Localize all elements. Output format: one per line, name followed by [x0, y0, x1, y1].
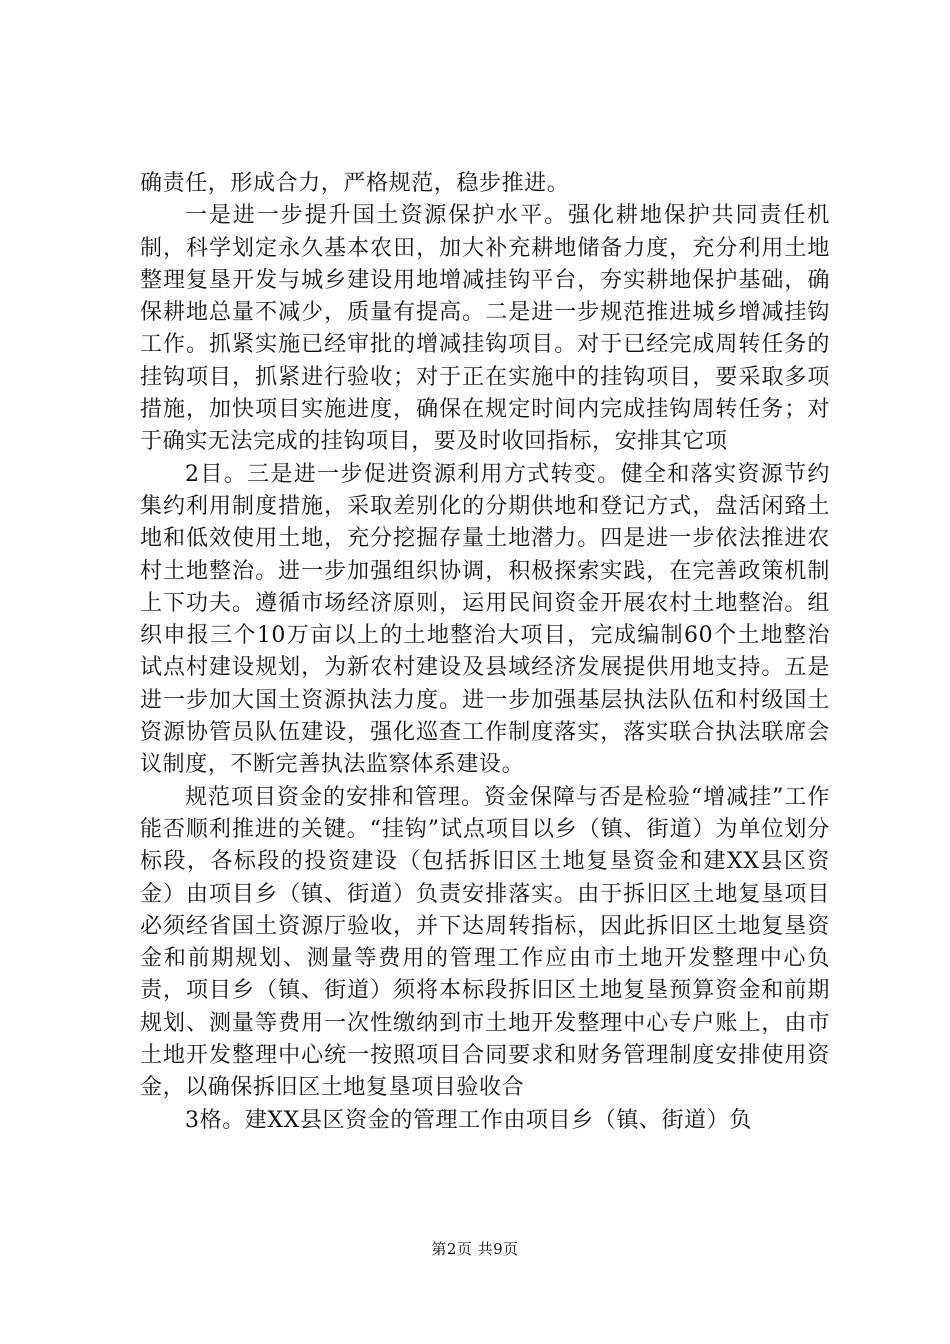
paragraph-land-protection: 一是进一步提升国土资源保护水平。强化耕地保护共同责任机制，科学划定永久基本农田，加大补充耕地储备力度，充分利用土地整理复垦开发与城乡建设用地增减挂钩平台，夯实耕地保护基础，确保耕地总量不减少，质量有提高。二是进一步规范推进城乡增减挂钩工作。抓紧实施已经审批的增减挂钩项目。对于已经完成周转任务的挂钩项目，抓紧进行验收；对于正在实施中的挂钩项目，要采取多项措施，加快项目实施进度，确保在规定时间内完成挂钩周转任务；对于确实无法完成的挂钩项目，要及时收回指标，安排其它项	[140, 203, 830, 455]
paragraph-construction-funds: 3格。建XX县区资金的管理工作由项目乡（镇、街道）负	[185, 1107, 752, 1133]
paragraph-continuation: 确责任，形成合力，严格规范，稳步推进。	[140, 171, 570, 196]
paragraph-resource-use: 2目。三是进一步促进资源利用方式转变。健全和落实资源节约集约利用制度措施，采取差别化的分期供地和登记方式，盘活闲臵土地和低效使用土地，充分挖掘存量土地潜力。四是进一步依法推进农村土地整治。进一步加强组织协调，积极探索实践，在完善政策机制上下功夫。遵循市场经济原则，运用民间资金开展农村土地整治。组织申报三个10万亩以上的土地整治大项目，完成编制60个土地整治试点村建设规划，为新农村建设及县域经济发展提供用地支持。五是进一步加大国土资源执法力度。进一步加强基层执法队伍和村级国土资源协管员队伍建设，强化巡查工作制度落实，落实联合执法联席会议制度，不断完善执法监察体系建设。	[140, 461, 830, 778]
paragraph-fund-management: 规范项目资金的安排和管理。资金保障与否是检验“增减挂”工作能否顺利推进的关键。“挂钩”试点项目以乡（镇、街道）为单位划分标段，各标段的投资建设（包括拆旧区土地复垦资金和建XX县区资金）由项目乡（镇、街道）负责安排落实。由于拆旧区土地复垦项目必须经省国土资源厅验收，并下达周转指标，因此拆旧区土地复垦资金和前期规划、测量等费用的管理工作应由市土地开发整理中心负责，项目乡（镇、街道）须将本标段拆旧区土地复垦预算资金和前期规划、测量等费用一次性缴纳到市土地开发整理中心专户账上，由市土地开发整理中心统一按照项目合同要求和财务管理制度安排使用资金，以确保拆旧区土地复垦项目验收合	[140, 784, 830, 1101]
document-body	[140, 168, 830, 1137]
page-number-footer: 第2页 共9页	[431, 1240, 519, 1258]
